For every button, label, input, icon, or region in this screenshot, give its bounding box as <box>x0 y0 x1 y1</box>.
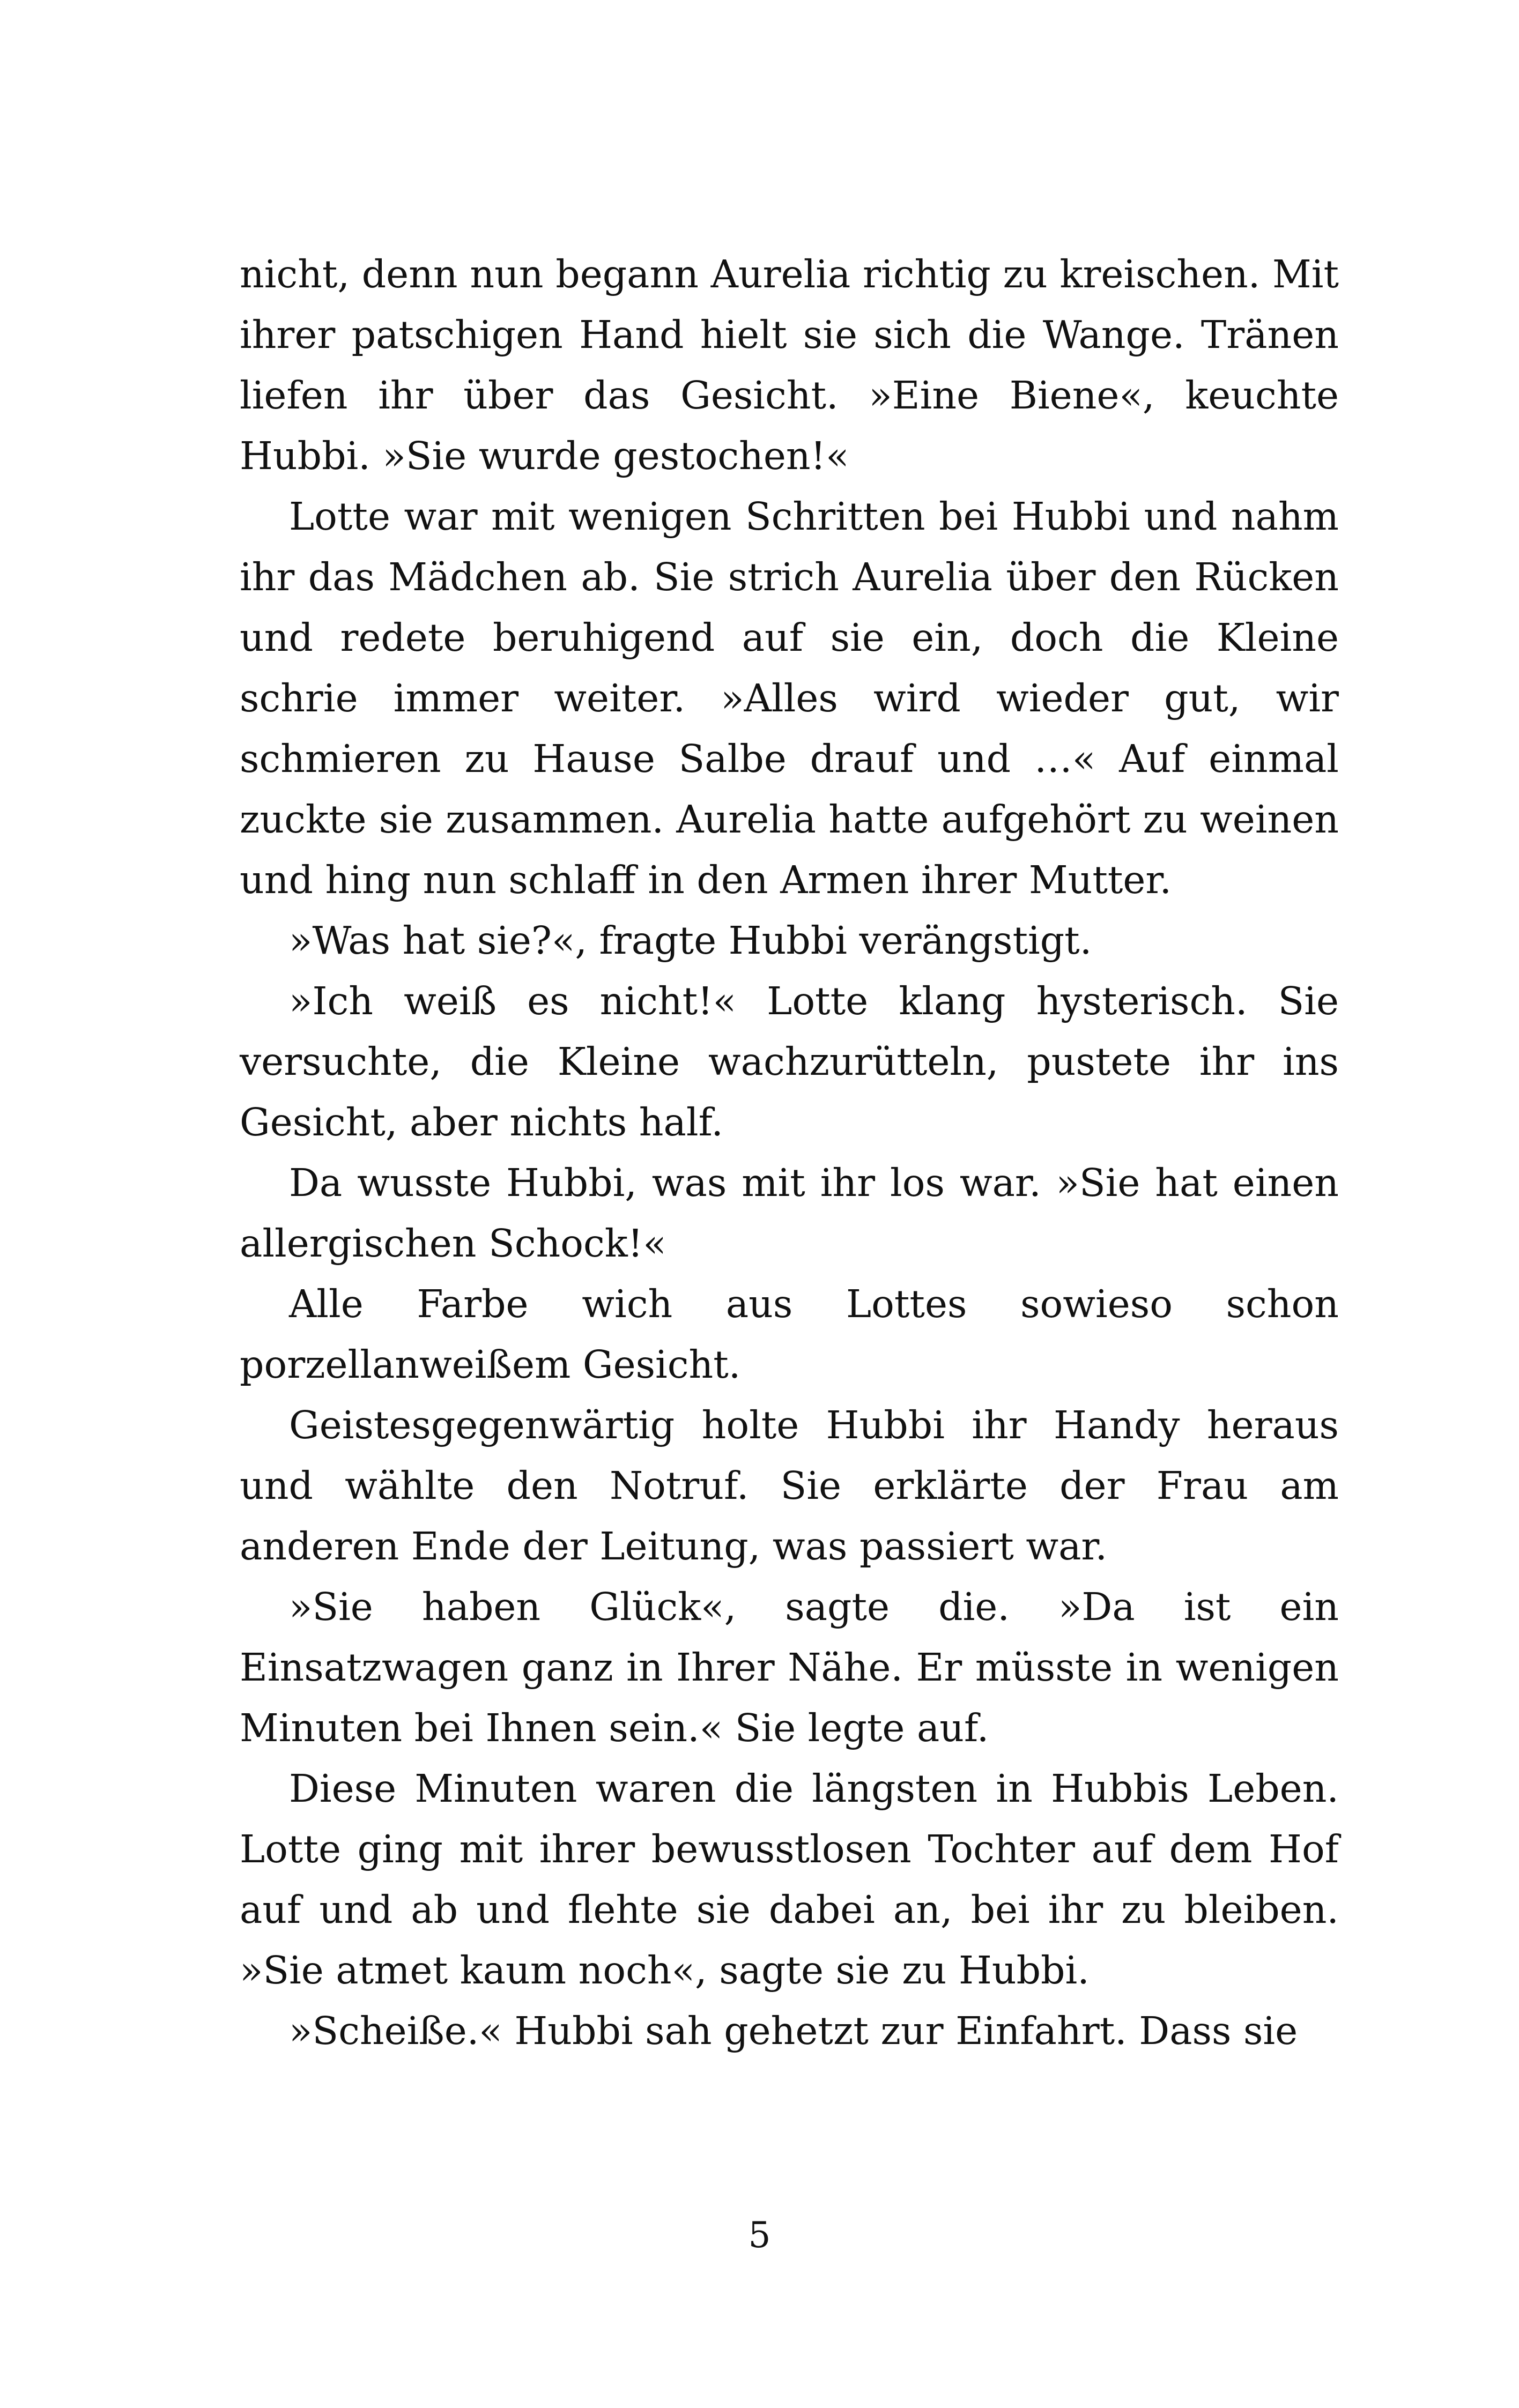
paragraph-9: Diese Minuten waren die längsten in Hubbis Leben. Lotte ging mit ihrer bewusstlosen Tochter auf dem Hof auf und ab und flehte sie dabei an, bei ihr zu bleiben. »Sie atmet kaum noch«, sagte sie zu Hubbi. <box>240 1766 1339 1993</box>
paragraph-4: »Ich weiß es nicht!« Lotte klang hysterisch. Sie versuchte, die Kleine wachzurütteln, pustete ihr ins Gesicht, aber nichts half. <box>240 979 1339 1144</box>
paragraph-3: »Was hat sie?«, fragte Hubbi verängstigt. <box>289 918 1092 963</box>
paragraph-7: Geistesgegenwärtig holte Hubbi ihr Handy heraus und wählte den Notruf. Sie erklärte der Frau am anderen Ende der Leitung, was passiert war. <box>240 1403 1339 1569</box>
page-number: 5 <box>748 2214 771 2256</box>
body-text <box>240 244 1339 2061</box>
paragraph-10: »Scheiße.« Hubbi sah gehetzt zur Einfahrt. Dass sie <box>289 2009 1298 2053</box>
paragraph-1: nicht, denn nun begann Aurelia richtig zu kreischen. Mit ihrer patschigen Hand hielt sie sich die Wange. Tränen liefen ihr über das Gesicht. »Eine Biene«, keuchte Hubbi. »Sie wurde gestochen!« <box>240 252 1339 478</box>
paragraph-5: Da wusste Hubbi, was mit ihr los war. »Sie hat einen allergischen Schock!« <box>240 1161 1339 1266</box>
paragraph-8: »Sie haben Glück«, sagte die. »Da ist ein Einsatzwagen ganz in Ihrer Nähe. Er müsste in wenigen Minuten bei Ihnen sein.« Sie legte auf. <box>240 1585 1339 1750</box>
paragraph-2: Lotte war mit wenigen Schritten bei Hubbi und nahm ihr das Mädchen ab. Sie strich Aurelia über den Rücken und redete beruhigend auf sie ein, doch die Kleine schrie immer weiter. »Alles wird wieder gut, wir schmieren zu Hause Salbe drauf und …« Auf einmal zuckte sie zusammen. Aurelia hatte aufgehört zu weinen und hing nun schlaff in den Armen ihrer Mutter. <box>240 494 1339 902</box>
paragraph-6: Alle Farbe wich aus Lottes sowieso schon porzellanweißem Gesicht. <box>240 1282 1339 1387</box>
